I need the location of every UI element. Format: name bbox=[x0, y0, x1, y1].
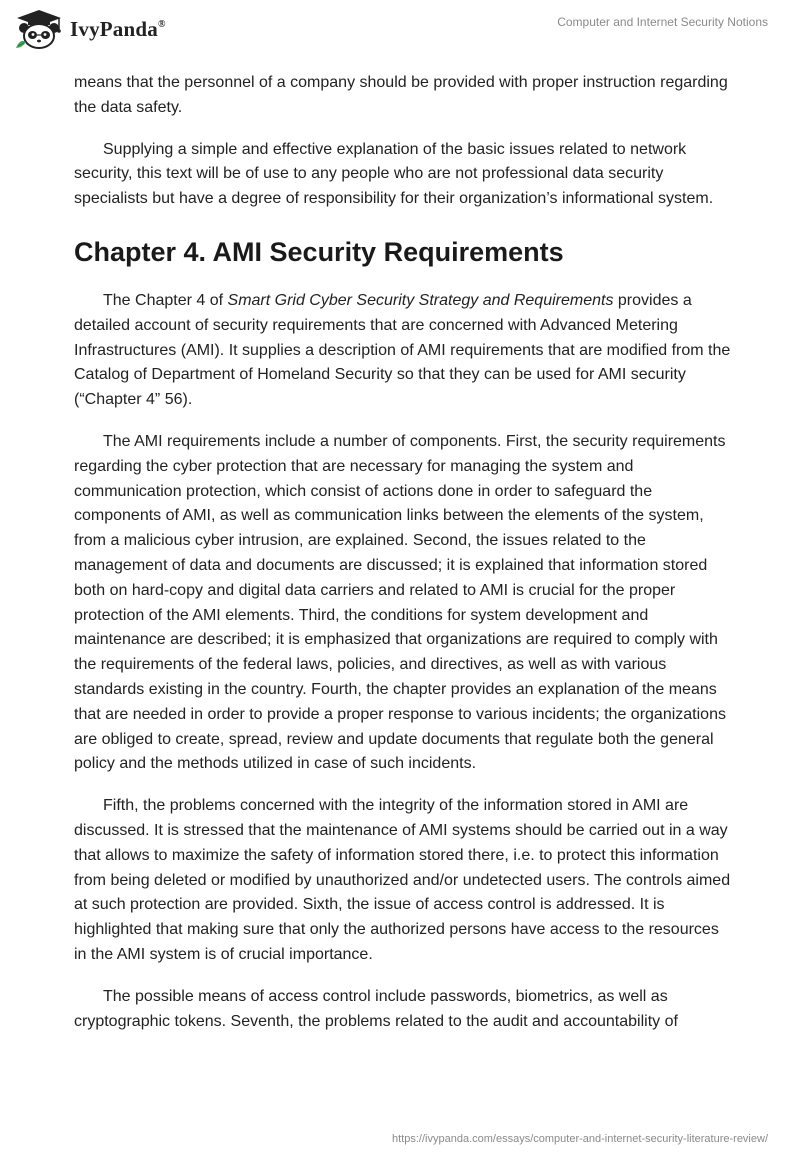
ivypanda-logo[interactable] bbox=[14, 8, 166, 50]
book-title: Smart Grid Cyber Security Strategy and Requirements bbox=[227, 291, 614, 309]
paragraph-access-control: The possible means of access control include passwords, biometrics, as well as cryptographic tokens. Seventh, the problems related to the audit and accountability of bbox=[74, 987, 678, 1030]
paragraph-integrity: Fifth, the problems concerned with the integrity of the information stored in AMI are discussed. It is stressed that the maintenance of AMI systems should be carried out in a way that allows to maximize the safety of information stored there, i.e. to protect this information from being deleted or modified by unauthorized and/or undetected users. The controls aimed at such protection are provided. Sixth, the issue of access control is addressed. It is highlighted that making sure that only the authorized persons have access to the resources in the AMI system is of crucial importance. bbox=[74, 797, 731, 963]
paragraph-chapter-intro: The Chapter 4 of Smart Grid Cyber Security Strategy and Requirements provides a detailed account of security requirements that are concerned with Advanced Metering Infrastructures (AMI). It supplies a description of AMI requirements that are modified from the Catalog of Department of Homeland Security so that they can be used for AMI security (“Chapter 4” 56). bbox=[74, 291, 731, 409]
document-title: Computer and Internet Security Notions bbox=[557, 15, 768, 29]
brand-name: IvyPanda® bbox=[70, 16, 166, 41]
panda-mascot-icon bbox=[14, 8, 64, 50]
essay-body bbox=[74, 71, 734, 1034]
page-header bbox=[0, 0, 800, 62]
paragraph-summary: Supplying a simple and effective explanation of the basic issues related to network security, this text will be of use to any people who are not professional data security specialists but have a degree of responsibility for their organization’s informational system. bbox=[74, 140, 714, 208]
chapter-heading: Chapter 4. AMI Security Requirements bbox=[74, 236, 564, 267]
registered-mark: ® bbox=[157, 18, 166, 30]
paragraph-continuation: means that the personnel of a company should be provided with proper instruction regarding the data safety. bbox=[74, 74, 728, 116]
paragraph-components: The AMI requirements include a number of components. First, the security requirements regarding the cyber protection that are necessary for managing the system and communication protection, which consist of actions done in order to safeguard the components of AMI, as well as communication links between the elements of the system, from a malicious cyber intrusion, are explained. Second, the issues related to the management of data and documents are discussed; it is explained that information stored both on hard-copy and digital data carriers and related to AMI is crucial for the proper protection of the AMI elements. Third, the conditions for system development and maintenance are described; it is emphasized that organizations are required to comply with the requirements of the federal laws, policies, and directives, as well as with various standards existing in the country. Fourth, the chapter provides an explanation of the means that are needed in order to provide a proper response to various incidents; the organizations are obliged to create, spread, review and update documents that regulate both the general policy and the methods utilized in case of such incidents. bbox=[74, 432, 726, 773]
source-url-link[interactable]: https://ivypanda.com/essays/computer-and-internet-security-literature-review/ bbox=[392, 1133, 768, 1145]
